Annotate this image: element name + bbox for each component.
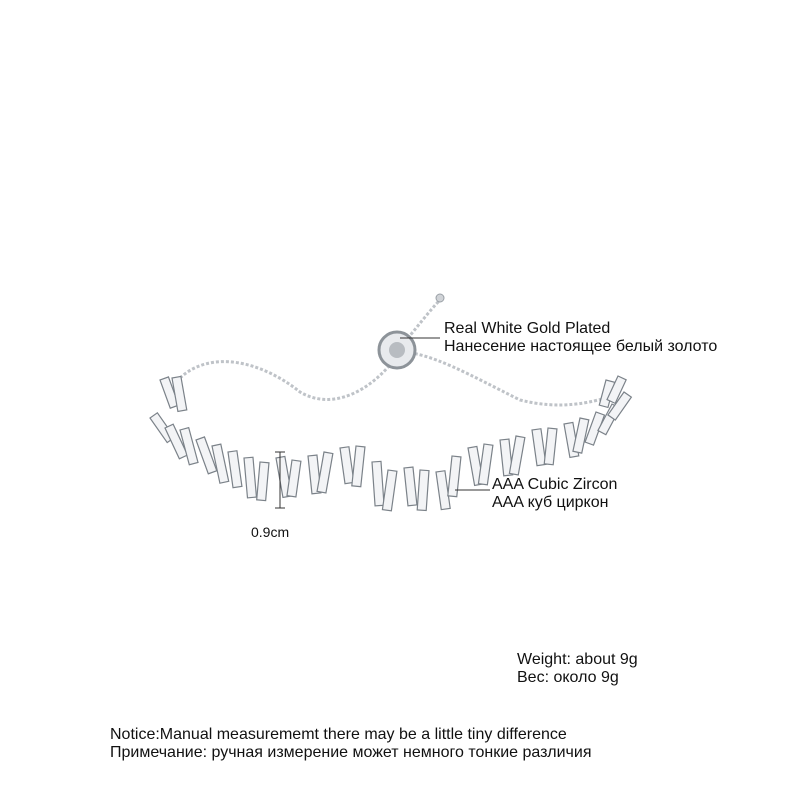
width-label: 0.9cm (251, 524, 290, 540)
weight-label-en: Weight: about 9g (517, 651, 638, 668)
notice-text-en: Notice:Manual measurememt there may be a little tiny difference (110, 726, 567, 743)
stone-label-en: AAA Cubic Zircon (492, 476, 618, 493)
weight-label (517, 651, 638, 687)
plating-label (444, 320, 717, 356)
plating-label-ru: Нанесение настоящее белый золото (444, 338, 718, 355)
stone-label-ru: AAA куб циркон (492, 494, 609, 511)
stone-label (492, 476, 617, 512)
notice-text-ru: Примечание: ручная измерение может немного тонкие различия (110, 744, 592, 761)
notice-text (110, 726, 592, 762)
plating-label-en: Real White Gold Plated (444, 320, 611, 337)
clasp-center (389, 342, 405, 358)
weight-label-ru: Вес: около 9g (517, 669, 619, 686)
chain-end-bead (436, 294, 444, 302)
